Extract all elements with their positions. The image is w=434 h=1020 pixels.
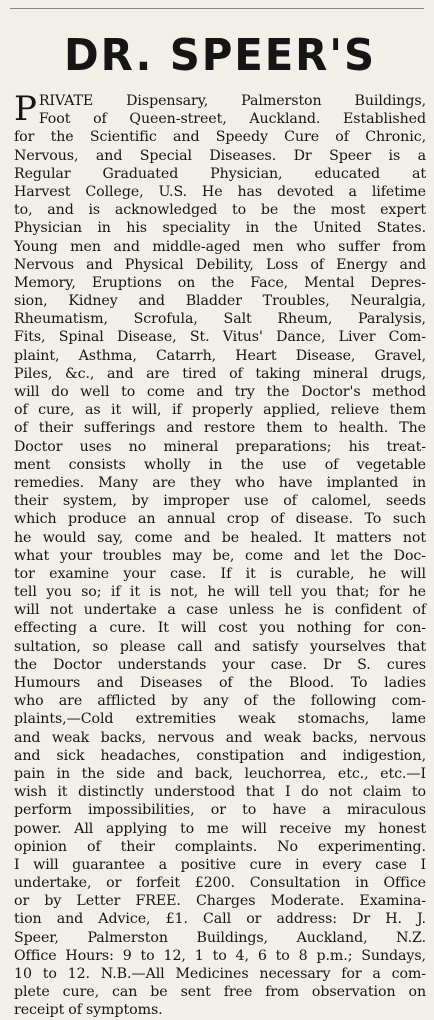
- ad-line: will not undertake a case unless he is confident of: [14, 602, 426, 619]
- ad-line: will do well to come and try the Doctor's method: [14, 384, 426, 400]
- ad-line: Nervous, and Special Diseases. Dr Speer is a: [14, 147, 426, 164]
- ad-line: Regular Graduated Physician, educated at: [14, 165, 426, 182]
- ad-line: their system, by improper use of calomel, seeds: [14, 493, 426, 510]
- ad-line: I will guarantee a positive cure in every case I: [14, 856, 426, 873]
- ad-line: remedies. Many are they who have implanted in: [14, 474, 426, 491]
- ad-line: Humours and Diseases of the Blood. To ladies: [14, 675, 426, 691]
- ad-line: plaints,—Cold extremities weak stomachs, lame: [14, 711, 426, 728]
- ad-line: Foot of Queen-street, Auckland. Established: [38, 111, 426, 128]
- ad-line: 10 to 12. N.B.—All Medicines necessary for a com-: [14, 966, 426, 982]
- ad-line: Fits, Spinal Disease, St. Vitus' Dance, Liver Com-: [14, 329, 426, 346]
- ad-line: tell you so; if it is not, he will tell you that; for he: [14, 584, 426, 601]
- ad-line: perform impossibilities, or to have a miraculous: [14, 802, 426, 819]
- ad-line: of their sufferings and restore them to health. The: [14, 420, 426, 437]
- ad-line: who are afflicted by any of the following com-: [14, 693, 426, 710]
- ad-line: tor examine your case. If it is curable, he will: [14, 565, 426, 582]
- ad-line: the Doctor understands your case. Dr S. cures: [14, 656, 426, 673]
- ad-title: DR. SPEER'S: [64, 30, 376, 81]
- ad-line: wish it distinctly understood that I do not claim to: [14, 784, 426, 801]
- ad-line: effecting a cure. It will cost you nothing for con-: [14, 620, 426, 637]
- top-rule: [10, 8, 424, 9]
- ad-line: Harvest College, U.S. He has devoted a lifetime: [14, 183, 426, 200]
- ad-line: Piles, &c., and are tired of taking mineral drugs,: [14, 365, 426, 382]
- ad-line: Nervous and Physical Debility, Loss of Energy and: [14, 256, 426, 273]
- ad-line: ment consists wholly in the use of vegetable: [14, 456, 426, 473]
- ad-line: Doctor uses no mineral preparations; his treat-: [14, 438, 426, 455]
- ad-line: RIVATE Dispensary, Palmerston Buildings,: [38, 93, 426, 109]
- ad-line: power. All applying to me will receive my honest: [14, 820, 426, 837]
- ad-line: Rheumatism, Scrofula, Salt Rheum, Paralysis,: [14, 311, 426, 328]
- ad-line: he would say, come and be healed. It matters not: [14, 529, 426, 546]
- ad-line: Memory, Eruptions on the Face, Mental Depres-: [14, 274, 426, 291]
- ad-line: for the Scientific and Speedy Cure of Chronic,: [14, 129, 426, 146]
- ad-line: and sick headaches, constipation and indigestion,: [14, 747, 426, 764]
- ad-line: Office Hours: 9 to 12, 1 to 4, 6 to 8 p.m.; Sundays,: [14, 947, 426, 964]
- ad-line: Physician in his speciality in the United States.: [14, 220, 426, 237]
- ad-line: pain in the side and back, leuchorrea, etc., etc.—I: [14, 765, 426, 782]
- ad-line: sultation, so please call and satisfy yourselves that: [14, 638, 426, 655]
- ad-line: and weak backs, nervous and weak backs, nervous: [14, 729, 426, 746]
- ad-line: which produce an annual crop of disease. To such: [14, 511, 426, 528]
- ad-line: of cure, as it will, if properly applied, relieve them: [14, 402, 426, 419]
- ad-line: to, and is acknowledged to be the most expert: [14, 202, 426, 219]
- ad-line: receipt of symptoms.: [14, 1002, 163, 1019]
- ad-line: tion and Advice, £1. Call or address: Dr H. J.: [14, 911, 426, 928]
- ad-line: Young men and middle-aged men who suffer from: [14, 238, 426, 255]
- ad-line: undertake, or forfeit £200. Consultation in Office: [14, 875, 426, 892]
- ad-line: plete cure, can be sent free from observation on: [14, 984, 426, 1001]
- ad-body: [14, 89, 426, 1020]
- drop-cap: P: [14, 89, 37, 129]
- ad-line: what your troubles may be, come and let the Doc-: [14, 547, 426, 564]
- ad-line: Speer, Palmerston Buildings, Auckland, N.Z.: [14, 929, 426, 946]
- ad-line: plaint, Asthma, Catarrh, Heart Disease, Gravel,: [14, 347, 426, 364]
- ad-line: or by Letter FREE. Charges Moderate. Examina-: [14, 893, 426, 910]
- ad-line: opinion of their complaints. No experimenting.: [14, 838, 426, 855]
- ad-line: sion, Kidney and Bladder Troubles, Neuralgia,: [14, 293, 426, 310]
